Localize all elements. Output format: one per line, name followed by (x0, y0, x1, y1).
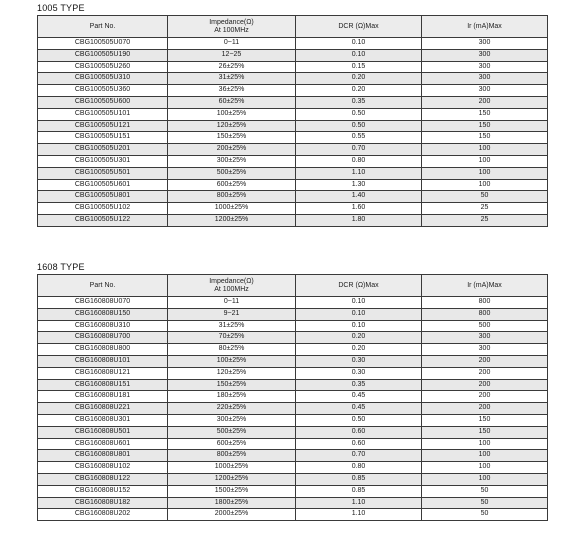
part-no-cell: CBG160808U151 (38, 379, 168, 391)
part-no-cell: CBG100505U601 (38, 179, 168, 191)
impedance-cell: 36±25% (168, 85, 296, 97)
part-no-cell: CBG100505U151 (38, 132, 168, 144)
table-row (38, 462, 548, 474)
dcr-cell: 0.45 (296, 391, 422, 403)
impedance-cell: 120±25% (168, 120, 296, 132)
ir-cell: 200 (422, 355, 548, 367)
impedance-cell: 1800±25% (168, 497, 296, 509)
table-row (38, 132, 548, 144)
ir-cell: 200 (422, 367, 548, 379)
table-row (38, 509, 548, 521)
header-impedance (168, 16, 296, 38)
table-row (38, 144, 548, 156)
table-row (38, 403, 548, 415)
dcr-cell: 1.60 (296, 203, 422, 215)
ir-cell: 300 (422, 332, 548, 344)
part-no-cell: CBG160808U800 (38, 344, 168, 356)
part-no-cell: CBG160808U101 (38, 355, 168, 367)
dcr-cell: 0.50 (296, 108, 422, 120)
dcr-cell: 1.10 (296, 497, 422, 509)
ir-cell: 50 (422, 191, 548, 203)
dcr-cell: 0.60 (296, 426, 422, 438)
table-row (38, 473, 548, 485)
table-row (38, 391, 548, 403)
ir-cell: 150 (422, 108, 548, 120)
impedance-cell: 180±25% (168, 391, 296, 403)
table-row (38, 332, 548, 344)
table-row (38, 179, 548, 191)
header-impedance-line1: Impedance(Ω) (209, 18, 254, 26)
table-row (38, 426, 548, 438)
part-no-cell: CBG160808U310 (38, 320, 168, 332)
impedance-cell: 0~11 (168, 297, 296, 309)
impedance-cell: 600±25% (168, 179, 296, 191)
impedance-cell: 150±25% (168, 379, 296, 391)
table-row (38, 297, 548, 309)
ir-cell: 100 (422, 473, 548, 485)
part-no-cell: CBG100505U801 (38, 191, 168, 203)
header-ir: Ir (mA)Max (422, 275, 548, 297)
spec-table-1608 (37, 274, 548, 521)
header-part-no: Part No. (38, 16, 168, 38)
part-no-cell: CBG100505U360 (38, 85, 168, 97)
dcr-cell: 0.80 (296, 462, 422, 474)
part-no-cell: CBG160808U121 (38, 367, 168, 379)
ir-cell: 150 (422, 120, 548, 132)
part-no-cell: CBG100505U121 (38, 120, 168, 132)
table-row (38, 85, 548, 97)
impedance-cell: 300±25% (168, 414, 296, 426)
ir-cell: 300 (422, 61, 548, 73)
dcr-cell: 1.10 (296, 509, 422, 521)
header-impedance-line1: Impedance(Ω) (209, 277, 254, 285)
impedance-cell: 26±25% (168, 61, 296, 73)
dcr-cell: 0.70 (296, 450, 422, 462)
ir-cell: 500 (422, 320, 548, 332)
dcr-cell: 0.10 (296, 320, 422, 332)
impedance-cell: 1200±25% (168, 214, 296, 226)
table-row (38, 379, 548, 391)
impedance-cell: 2000±25% (168, 509, 296, 521)
dcr-cell: 0.10 (296, 297, 422, 309)
part-no-cell: CBG160808U601 (38, 438, 168, 450)
table-row (38, 497, 548, 509)
table-row (38, 344, 548, 356)
header-part-no: Part No. (38, 275, 168, 297)
dcr-cell: 0.30 (296, 355, 422, 367)
impedance-cell: 1000±25% (168, 203, 296, 215)
table-row (38, 73, 548, 85)
table-row (38, 414, 548, 426)
section-title-1005: 1005 TYPE (37, 3, 85, 13)
impedance-cell: 220±25% (168, 403, 296, 415)
part-no-cell: CBG100505U501 (38, 167, 168, 179)
dcr-cell: 0.70 (296, 144, 422, 156)
dcr-cell: 0.20 (296, 85, 422, 97)
impedance-cell: 9~21 (168, 308, 296, 320)
impedance-cell: 0~11 (168, 38, 296, 50)
ir-cell: 100 (422, 438, 548, 450)
table-row (38, 485, 548, 497)
part-no-cell: CBG100505U070 (38, 38, 168, 50)
dcr-cell: 0.10 (296, 308, 422, 320)
dcr-cell: 0.10 (296, 49, 422, 61)
ir-cell: 800 (422, 297, 548, 309)
dcr-cell: 0.10 (296, 38, 422, 50)
ir-cell: 200 (422, 379, 548, 391)
ir-cell: 100 (422, 462, 548, 474)
dcr-cell: 0.15 (296, 61, 422, 73)
table-row (38, 214, 548, 226)
ir-cell: 100 (422, 144, 548, 156)
ir-cell: 50 (422, 497, 548, 509)
ir-cell: 300 (422, 85, 548, 97)
impedance-cell: 800±25% (168, 450, 296, 462)
ir-cell: 300 (422, 38, 548, 50)
impedance-cell: 150±25% (168, 132, 296, 144)
impedance-cell: 300±25% (168, 155, 296, 167)
dcr-cell: 0.85 (296, 485, 422, 497)
table-row (38, 38, 548, 50)
table-row (38, 308, 548, 320)
table-row (38, 438, 548, 450)
ir-cell: 300 (422, 49, 548, 61)
dcr-cell: 0.55 (296, 132, 422, 144)
part-no-cell: CBG160808U221 (38, 403, 168, 415)
dcr-cell: 1.80 (296, 214, 422, 226)
impedance-cell: 12~25 (168, 49, 296, 61)
ir-cell: 200 (422, 403, 548, 415)
part-no-cell: CBG100505U301 (38, 155, 168, 167)
header-dcr: DCR (Ω)Max (296, 275, 422, 297)
spec-table-1005 (37, 15, 548, 227)
table-row (38, 155, 548, 167)
impedance-cell: 80±25% (168, 344, 296, 356)
impedance-cell: 1500±25% (168, 485, 296, 497)
part-no-cell: CBG100505U600 (38, 96, 168, 108)
ir-cell: 25 (422, 214, 548, 226)
part-no-cell: CBG100505U310 (38, 73, 168, 85)
dcr-cell: 0.60 (296, 438, 422, 450)
header-dcr: DCR (Ω)Max (296, 16, 422, 38)
table-row (38, 367, 548, 379)
part-no-cell: CBG160808U182 (38, 497, 168, 509)
impedance-cell: 31±25% (168, 320, 296, 332)
ir-cell: 300 (422, 73, 548, 85)
part-no-cell: CBG160808U700 (38, 332, 168, 344)
impedance-cell: 800±25% (168, 191, 296, 203)
part-no-cell: CBG100505U101 (38, 108, 168, 120)
part-no-cell: CBG160808U102 (38, 462, 168, 474)
impedance-cell: 100±25% (168, 108, 296, 120)
ir-cell: 150 (422, 426, 548, 438)
header-impedance (168, 275, 296, 297)
dcr-cell: 0.35 (296, 96, 422, 108)
header-ir: Ir (mA)Max (422, 16, 548, 38)
impedance-cell: 200±25% (168, 144, 296, 156)
ir-cell: 100 (422, 155, 548, 167)
dcr-cell: 0.35 (296, 379, 422, 391)
ir-cell: 100 (422, 167, 548, 179)
part-no-cell: CBG160808U181 (38, 391, 168, 403)
table-row (38, 450, 548, 462)
table-row (38, 96, 548, 108)
ir-cell: 50 (422, 509, 548, 521)
impedance-cell: 500±25% (168, 167, 296, 179)
header-impedance-line2: At 100MHz (214, 285, 249, 293)
part-no-cell: CBG160808U301 (38, 414, 168, 426)
dcr-cell: 0.80 (296, 155, 422, 167)
table-row (38, 355, 548, 367)
part-no-cell: CBG160808U122 (38, 473, 168, 485)
ir-cell: 25 (422, 203, 548, 215)
table-row (38, 167, 548, 179)
impedance-cell: 1200±25% (168, 473, 296, 485)
dcr-cell: 0.85 (296, 473, 422, 485)
ir-cell: 150 (422, 132, 548, 144)
impedance-cell: 31±25% (168, 73, 296, 85)
table-row (38, 203, 548, 215)
part-no-cell: CBG160808U070 (38, 297, 168, 309)
dcr-cell: 0.30 (296, 367, 422, 379)
table-row (38, 108, 548, 120)
part-no-cell: CBG100505U190 (38, 49, 168, 61)
impedance-cell: 60±25% (168, 96, 296, 108)
part-no-cell: CBG160808U801 (38, 450, 168, 462)
part-no-cell: CBG160808U501 (38, 426, 168, 438)
table-row (38, 49, 548, 61)
table-row (38, 320, 548, 332)
dcr-cell: 0.50 (296, 120, 422, 132)
part-no-cell: CBG100505U102 (38, 203, 168, 215)
dcr-cell: 0.20 (296, 344, 422, 356)
table-row (38, 120, 548, 132)
impedance-cell: 120±25% (168, 367, 296, 379)
part-no-cell: CBG160808U150 (38, 308, 168, 320)
impedance-cell: 70±25% (168, 332, 296, 344)
ir-cell: 200 (422, 391, 548, 403)
impedance-cell: 600±25% (168, 438, 296, 450)
impedance-cell: 500±25% (168, 426, 296, 438)
table-row (38, 191, 548, 203)
ir-cell: 100 (422, 450, 548, 462)
ir-cell: 200 (422, 96, 548, 108)
dcr-cell: 0.20 (296, 332, 422, 344)
ir-cell: 50 (422, 485, 548, 497)
dcr-cell: 0.45 (296, 403, 422, 415)
dcr-cell: 0.50 (296, 414, 422, 426)
part-no-cell: CBG160808U152 (38, 485, 168, 497)
part-no-cell: CBG100505U201 (38, 144, 168, 156)
header-impedance-line2: At 100MHz (214, 26, 249, 34)
table-row (38, 61, 548, 73)
section-title-1608: 1608 TYPE (37, 262, 85, 272)
dcr-cell: 0.20 (296, 73, 422, 85)
dcr-cell: 1.40 (296, 191, 422, 203)
impedance-cell: 1000±25% (168, 462, 296, 474)
ir-cell: 150 (422, 414, 548, 426)
part-no-cell: CBG100505U260 (38, 61, 168, 73)
part-no-cell: CBG160808U202 (38, 509, 168, 521)
dcr-cell: 1.30 (296, 179, 422, 191)
impedance-cell: 100±25% (168, 355, 296, 367)
ir-cell: 300 (422, 344, 548, 356)
ir-cell: 100 (422, 179, 548, 191)
dcr-cell: 1.10 (296, 167, 422, 179)
part-no-cell: CBG100505U122 (38, 214, 168, 226)
ir-cell: 800 (422, 308, 548, 320)
